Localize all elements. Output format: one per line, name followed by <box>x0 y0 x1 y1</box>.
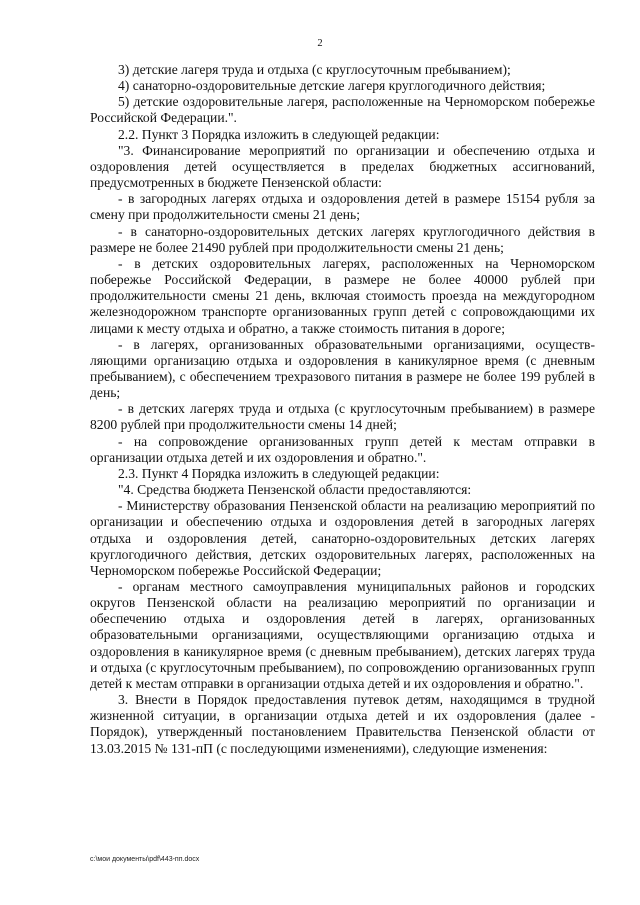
paragraph-point-3: "3. Финансирование мероприятий по организации и обеспечению отдыха и оздоровления детей осуществляется в пределах бюджетных ассигнований, предусмотренных в бюджете Пензенской области: <box>90 142 595 191</box>
paragraph-local-government: - органам местного самоуправления муниципальных районов и городских округов Пензенской области на реализацию мероприятий по организации и обеспечению отдыха и оздоровления детей в лагерях, организованных образовательными организациями, осуществляющими организацию отдыха и оздоровления в каникулярное время (с дневным пребыванием), детских лагерях труда и отдыха (с круглосуточным пребыванием), по сопровождению организованных групп детей к местам отправки в организации отдыха детей и их оздоровления и обратно.". <box>90 579 595 691</box>
paragraph-sanatorium-camps: - в санаторно-оздоровительных детских лагерях круглогодичного действия в размере не более 21490 рублей при продолжительности смены 21 день; <box>90 223 595 255</box>
paragraph-clause-2-2: 2.2. Пункт 3 Порядка изложить в следующей редакции: <box>118 126 440 142</box>
paragraph-clause-2-3: 2.3. Пункт 4 Порядка изложить в следующей редакции: <box>118 465 440 481</box>
paragraph-item-4: 4) санаторно-оздоровительные детские лагеря круглогодичного действия; <box>118 78 546 94</box>
footer-file-path: c:\мои документы\pdf\443-пп.docx <box>90 856 200 863</box>
paragraph-point-3-amend: 3. Внести в Порядок предоставления путевок детям, находящимся в трудной жизненной ситуации, в организации отдыха детей и их оздоровления (далее - Порядок), утвержденный постановлением Правительства Пензенской области от 13.03.2015 № 131-пП (с последующими изменениями), следующие изменения: <box>90 692 595 756</box>
paragraph-day-camps: - в лагерях, организованных образовательными организациями, осуществляющими организацию отдыха и оздоровления в каникулярное время (с дневным пребыванием), с обеспечением трехразового питания в размере не более 199 рублей в день; <box>90 336 595 401</box>
paragraph-country-camps: - в загородных лагерях отдыха и оздоровления детей в размере 15154 рубля за смену при продолжительности смены 21 день; <box>90 191 595 223</box>
paragraph-item-3: 3) детские лагеря труда и отдыха (с круглосуточным пребыванием); <box>118 62 511 77</box>
paragraph-black-sea-camps: - в детских оздоровительных лагерях, расположенных на Черноморском побережье Российской Федерации, в размере не более 40000 рублей при продолжительности смены 21 день, включая стоимость проезда на междугородном железнодорожном транспорте организованных групп детей с сопровождающими их лицами к месту отдыха и обратно, а также стоимость питания в дороге; <box>90 255 595 336</box>
paragraph-item-5: 5) детские оздоровительные лагеря, расположенные на Черноморском побережье Российской Федерации.". <box>90 94 595 126</box>
paragraph-ministry: - Министерству образования Пензенской области на реализацию мероприятий по организации и обеспечению отдыха и оздоровления детей в загородных лагерях отдыха и оздоровления детей, санаторно-оздоровительных детских лагерях круглогодичного действия, детских оздоровительных лагерях, расположенных на Черноморском побережье Российской Федерации; <box>90 498 595 578</box>
paragraph-labor-camps: - в детских лагерях труда и отдыха (с круглосуточным пребыванием) в размере 8200 рублей при продолжительности смены 14 дней; <box>90 401 595 433</box>
paragraph-point-4: "4. Средства бюджета Пензенской области предоставляются: <box>118 482 472 498</box>
paragraph-escort: - на сопровождение организованных групп детей к местам отправки в организации отдыха детей и их оздоровления и обратно.". <box>90 433 595 465</box>
document-body <box>90 62 595 757</box>
page-number: 2 <box>317 38 323 49</box>
